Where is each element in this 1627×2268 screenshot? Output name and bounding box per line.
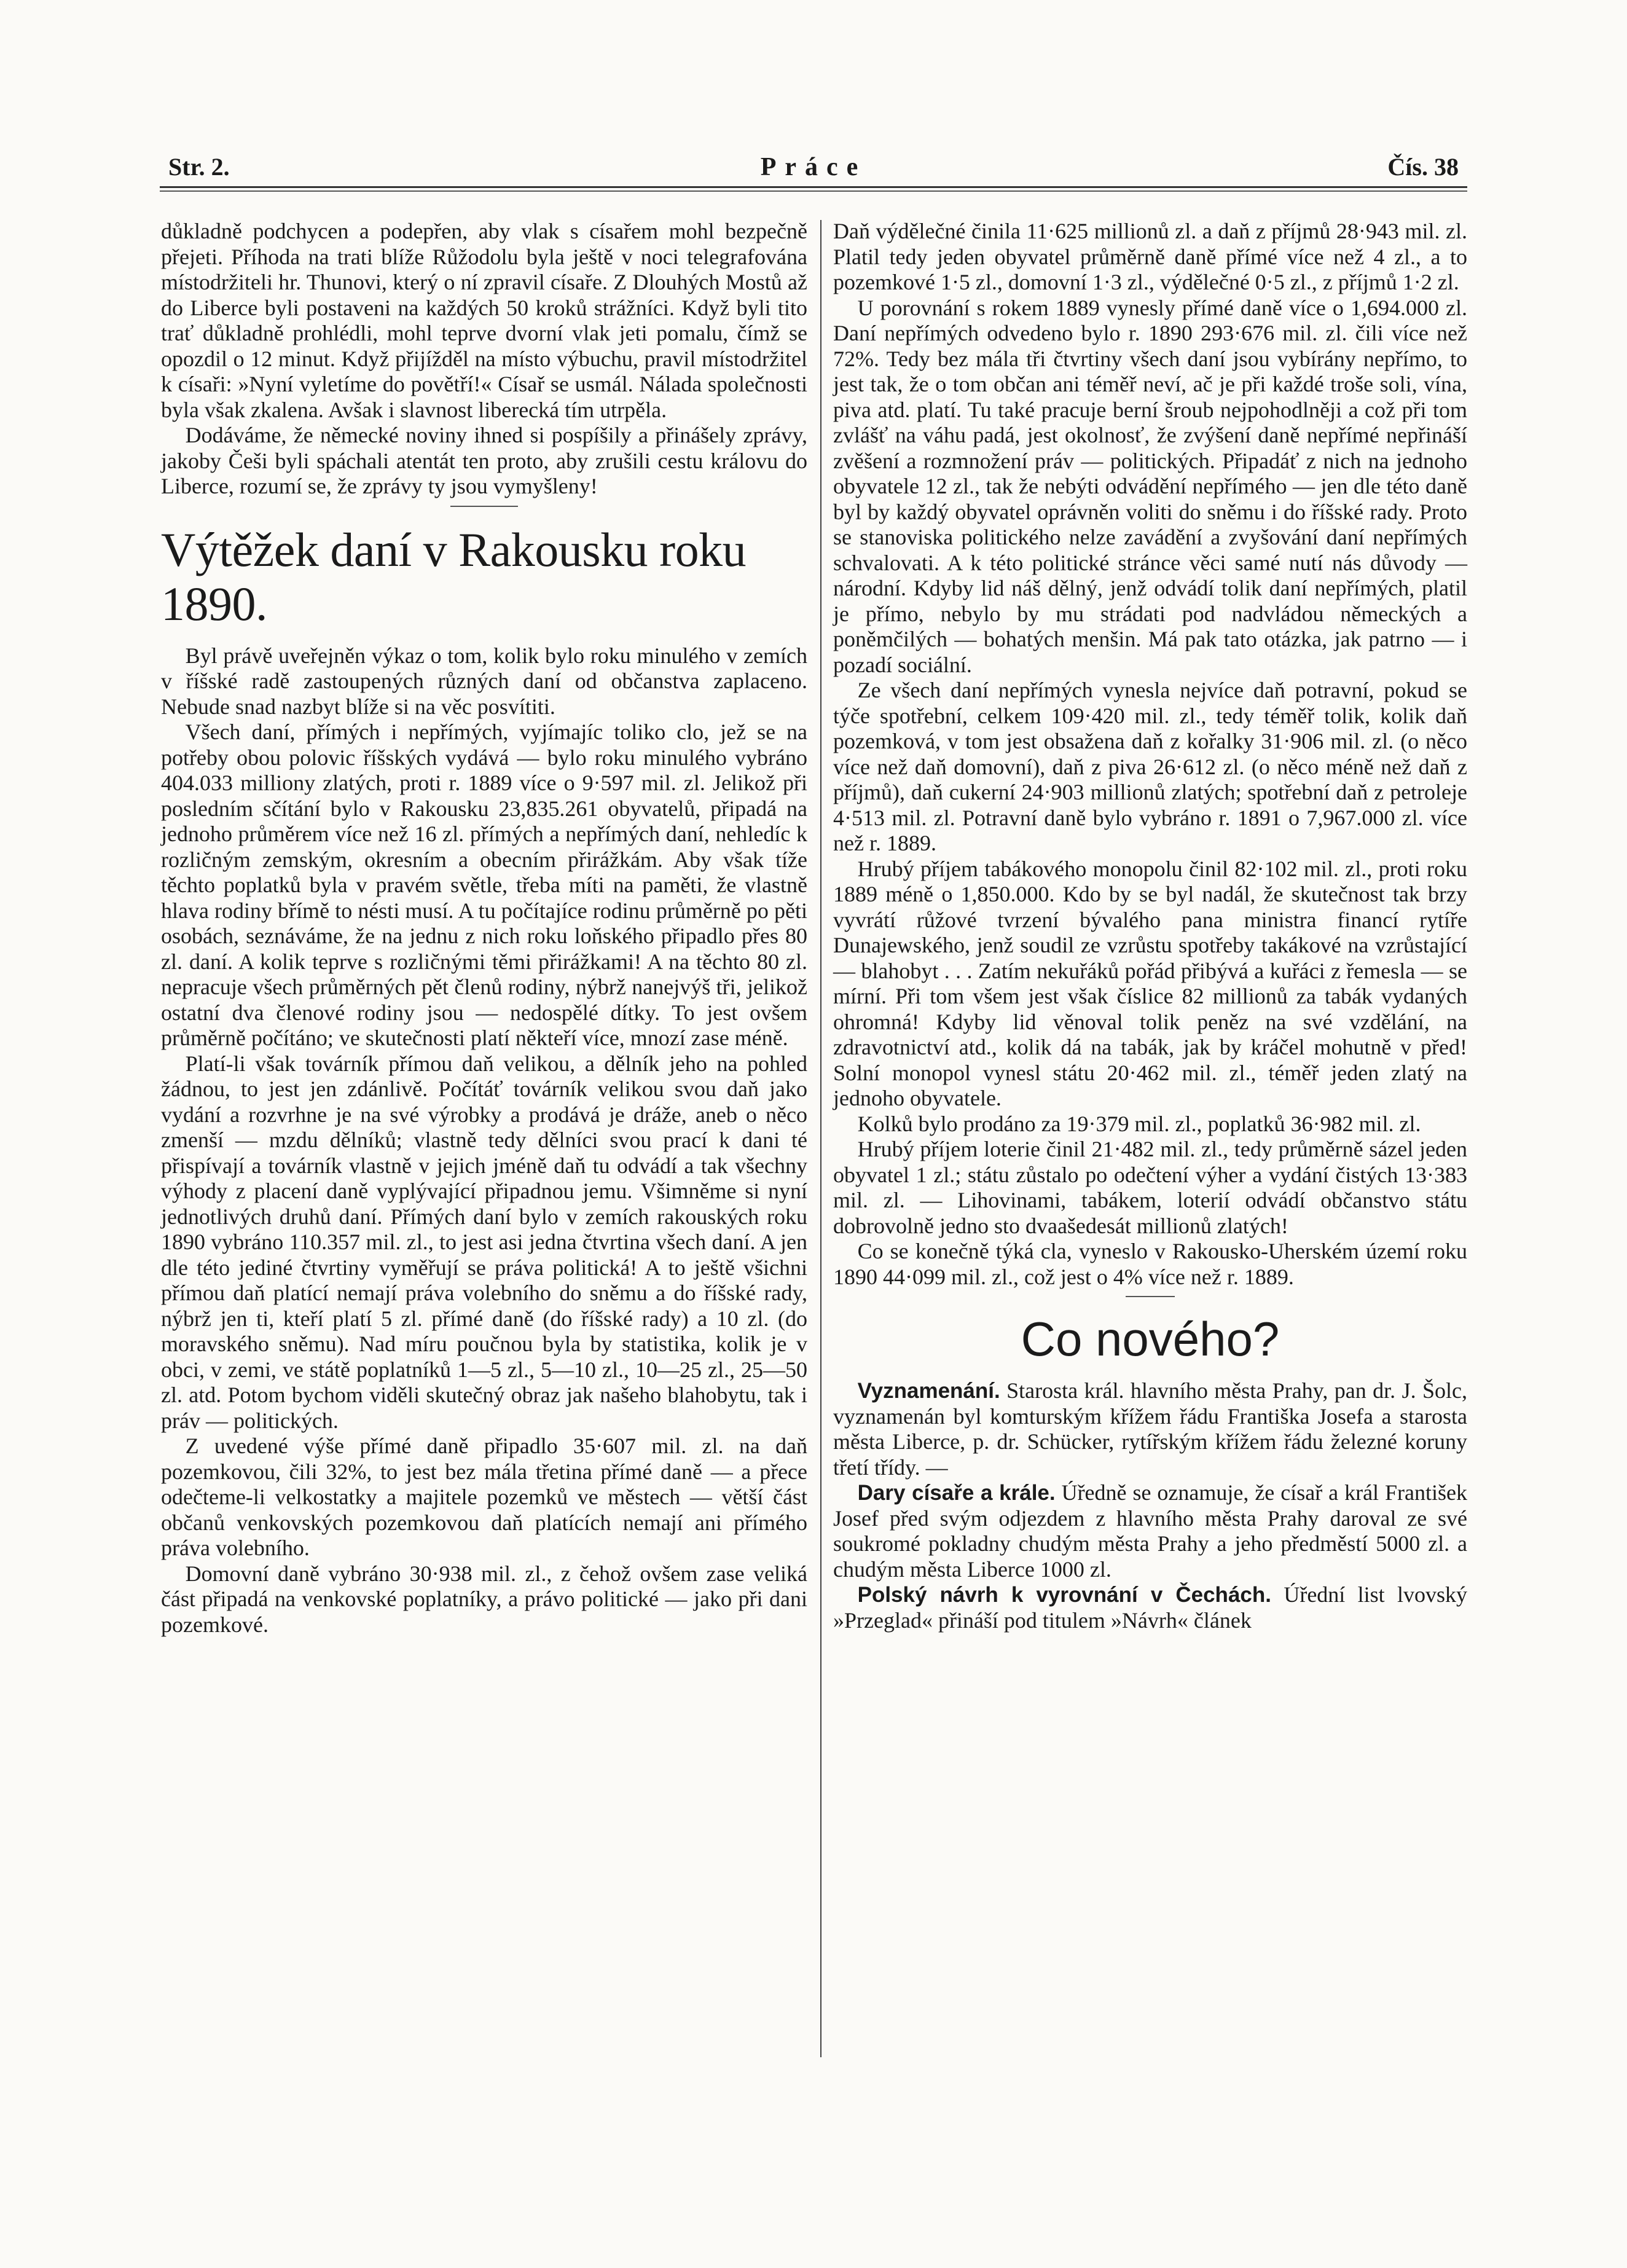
news-item-text: Starosta král. hlavního města Prahy, pan dr. J. Šolc, vyznamenán byl komturským křížem řádu Františka Josefa a starosta města Liberce, p. dr. Schücker, rytířským křížem řádu železné koruny třetí třídy. — <box>833 1378 1467 1480</box>
page-number: Str. 2. <box>168 153 230 181</box>
paragraph: Z uvedené výše přímé daně připadlo 35·607 mil. zl. na daň pozemkovou, čili 32%, to jest bez mála třetina přímé daně — a přece odečteme-li velkostatky a majitele pozemků ve městech — větší část občanů venkovských pozemkovou daň platících nemají ani přímého práva volebního. <box>161 1434 807 1560</box>
page-header <box>160 152 1467 187</box>
article-heading: Výtěžek daní v Rakousku roku 1890. <box>161 522 747 630</box>
paragraph: důkladně podchycen a podepřen, aby vlak s císařem mohl bezpečně přejeti. Příhoda na trati blíže Růžodolu byla ještě v noci telegrafována místodržiteli hr. Thunovi, který o ní zpravil císaře. Z Dlouhých Mostů až do Liberce byli postaveni na každých 50 kroků strážníci. Když byli tito trať důkladně prohlédli, mohl teprve dvorní vlak jeti pomalu, čímž se opozdil o 12 minut. Když přijížděl na místo výbuchu, pravil místodržitel k císaři: »Nyní vyletíme do povětří!« Císař se usmál. Nálada společnosti byla však zkalena. Avšak i slavnost liberecká tím utrpěla. <box>161 219 807 422</box>
paragraph: Platí-li však továrník přímou daň velikou, a dělník jeho na pohled žádnou, to jest jen zdánlivě. Počítáť továrník velikou svou daň jako vydání a rozvrhne je na své výrobky a prodává je dráže, aneb o něco zmenší — mzdu dělníků; vlastně tedy dělníci svou prací k dani té přispívají a továrník vlastně v jejich jméně daň tu odvádí a tak všechny výhody z placení daně vyplývající připadnou jemu. Všimněme si nyní jednotlivých druhů daní. Přímých daní bylo v zemích rakouských roku 1890 vybráno 110.357 mil. zl., to jest asi jedna čtvrtina všech daní. A jen dle této jediné čtvrtiny vyměřují se práva politická! A to ještě všichni přímou daň platící nemají práva volebního do sněmu a do říšské rady, nýbrž jen ti, kteří platí 5 zl. přímé daně (do říšské rady) a 10 zl. (do moravského sněmu). Nad míru poučnou byla by statistika, kolik je v obci, v zemi, ve státě poplatníků 1—5 zl., 5—10 zl., 10—25 zl., 25—50 zl. atd. Potom bychom viděli skutečný obraz jak našeho blahobytu, tak i práv — politických. <box>161 1051 807 1433</box>
paragraph: Co se konečně týká cla, vyneslo v Rakousko-Uherském území roku 1890 44·099 mil. zl., což jest o 4% více než r. 1889. <box>833 1239 1467 1289</box>
news-item-label: Vyznamenání. <box>857 1379 1000 1403</box>
paragraph: Kolků bylo prodáno za 19·379 mil. zl., poplatků 36·982 mil. zl. <box>857 1111 1421 1136</box>
news-heading: Co nového? <box>1021 1312 1280 1366</box>
paragraph: Hrubý příjem tabákového monopolu činil 82·102 mil. zl., proti roku 1889 méně o 1,850.000. Kdo by se byl nadál, že skutečnost tak brzy vyvrátí růžové tvrzení bývalého pana ministra financí rytíře Dunajewského, jenž soudil ze vzrůstu spotřeby takákové na vzrůstající — blahobyt . . . Zatím nekuřáků pořád přibývá a kuřáci z řemesla — se mírní. Při tom všem jest však číslice 82 millionů za tabák vydaných ohromná! Kdyby lid věnoval tolik peněz na své vzdělání, na zdravotnictví atd., kolik dá na tabák, jak by kráčel mohutně v před! Solní monopol vynesl státu 20·462 mil. zl., téměř jeden zlatý na jednoho obyvatele. <box>833 856 1467 1110</box>
news-item-text: Úřední list lvovský »Przeglad« přináší pod titulem »Návrh« článek <box>833 1582 1468 1633</box>
news-item-label: Dary císaře a krále. <box>857 1481 1056 1505</box>
left-column <box>161 219 807 1638</box>
right-column <box>833 219 1467 1633</box>
news-item-label: Polský návrh k vyrovnání v Čechách. <box>857 1583 1271 1607</box>
header-rule <box>160 186 1467 192</box>
news-item <box>833 1480 1467 1582</box>
newspaper-title: Práce <box>760 153 867 181</box>
column-divider <box>820 220 821 2057</box>
paragraph: U porovnání s rokem 1889 vynesly přímé daně více o 1,694.000 zl. Daní nepřímých odvedeno bylo r. 1890 293·676 mil. zl. čili více než 72%. Tedy bez mála tři čtvrtiny všech daní jsou vybírány nepřímo, to jest tak, že o tom občan ani téměř neví, ač je při každé troše soli, vína, piva atd. platí. Tu také pracuje berní šroub nejpohodlněji a což při tom zvlášť na váhu padá, jest okolnosť, že zvýšení daně nepřímé nepřináší zvěšení a rozmnožení práv — politických. Připadáť z nich na jednoho obyvatele 12 zl., tak že nebýti odvádění nepřímého — jen dle této daně byl by každý obyvatel oprávněn voliti do sněmu i do říšské rady. Proto se stanoviska politického nelze zavádění a zvyšování daní nepřímých schvalovati. A k této politické stránce věci samé nutí nás důvody — národní. Kdyby lid náš dělný, jenž odvádí tolik daní nepřímých, platil je přímo, nebylo by mu strádati pod nadvládou německých a poněmčilých — bohatých menšin. Má pak tato otázka, jak patrno — i pozadí sociální. <box>833 295 1467 677</box>
section-separator <box>1126 1296 1175 1297</box>
paragraph: Byl právě uveřejněn výkaz o tom, kolik bylo roku minulého v zemích v říšské radě zastoupených různých daní od občanstva zaplaceno. Nebude snad nazbyt blíže si na věc posvítiti. <box>161 643 807 719</box>
section-separator <box>450 506 518 507</box>
paragraph: Domovní daně vybráno 30·938 mil. zl., z čehož ovšem zase veliká část připadá na venkovské poplatníky, a právo politické — jako při dani pozemkové. <box>161 1561 807 1637</box>
issue-number: Čís. 38 <box>1387 153 1459 181</box>
news-item <box>833 1378 1467 1480</box>
news-item <box>833 1582 1467 1633</box>
paragraph: Daň výdělečné činila 11·625 millionů zl. a daň z příjmů 28·943 mil. zl. Platil tedy jeden obyvatel průměrně daně přímé více než 4 zl., a to pozemkové 1·5 zl., domovní 1·3 zl., výdělečné 0·5 zl., z příjmů 1·2 zl. <box>833 219 1467 294</box>
paragraph: Hrubý příjem loterie činil 21·482 mil. zl., tedy průměrně sázel jeden obyvatel 1 zl.; státu zůstalo po odečtení výher a vydání čistých 13·383 mil. zl. — Lihovinami, tabákem, loterií odvádí občanstvo státu dobrovolně jedno sto dvaašedesát millionů zlatých! <box>833 1137 1467 1238</box>
news-item-text: Úředně se oznamuje, že císař a král František Josef před svým odjezdem z hlavního města Prahy daroval ze své soukromé pokladny chudým města Prahy a jeho předměstí 5000 zl. a chudým města Liberce 1000 zl. <box>833 1480 1467 1582</box>
paragraph: Ze všech daní nepřímých vynesla nejvíce daň potravní, pokud se týče spotřební, celkem 109·420 mil. zl., tedy téměř tolik, kolik daň pozemková, v tom jest obsažena daň z kořalky 31·906 mil. zl. (o něco více než daň domovní), daň z piva 26·612 zl. (o něco méně než daň z příjmů), daň cukerní 24·903 millionů zlatých; spotřební daň z petroleje 4·513 mil. zl. Potravní daně bylo vybráno r. 1891 o 7,967.000 zl. více než r. 1889. <box>833 678 1467 855</box>
paragraph: Dodáváme, že německé noviny ihned si pospíšily a přinášely zprávy, jakoby Češi byli spáchali atentát ten proto, aby zrušili cestu královu do Liberce, rozumí se, že zprávy ty jsou vymyšleny! <box>161 423 807 498</box>
paragraph: Všech daní, přímých i nepřímých, vyjímajíc toliko clo, jež se na potřeby obou polovic říšských vydává — bylo roku minulého vybráno 404.033 milliony zlatých, proti r. 1889 více o 9·597 mil. zl. Jelikož při posledním sčítání bylo v Rakousku 23,835.261 obyvatelů, připadá na jednoho průměrem více než 16 zl. přímých a nepřímých daní, nehledíc k rozličným zemským, okresním a obecním přirážkám. Aby však tíže těchto poplatků byla v pravém světle, třeba míti na paměti, že vlastně hlava rodiny břímě to nésti musí. A tu počítajíce rodinu průměrně po pěti osobách, seznáváme, že na jednu z nich roku loňského připadlo přes 80 zl. daní. A kolik teprve s rozličnými těmi přirážkami! A na těchto 80 zl. nepracuje všech průměrných pět členů rodiny, nýbrž nanejvýš tři, jelikož ostatní dva členové rodiny jsou — nedospělé dítky. To jest ovšem průměrně počítáno; ve skutečnosti platí někteří více, mnozí zase méně. <box>161 720 807 1050</box>
